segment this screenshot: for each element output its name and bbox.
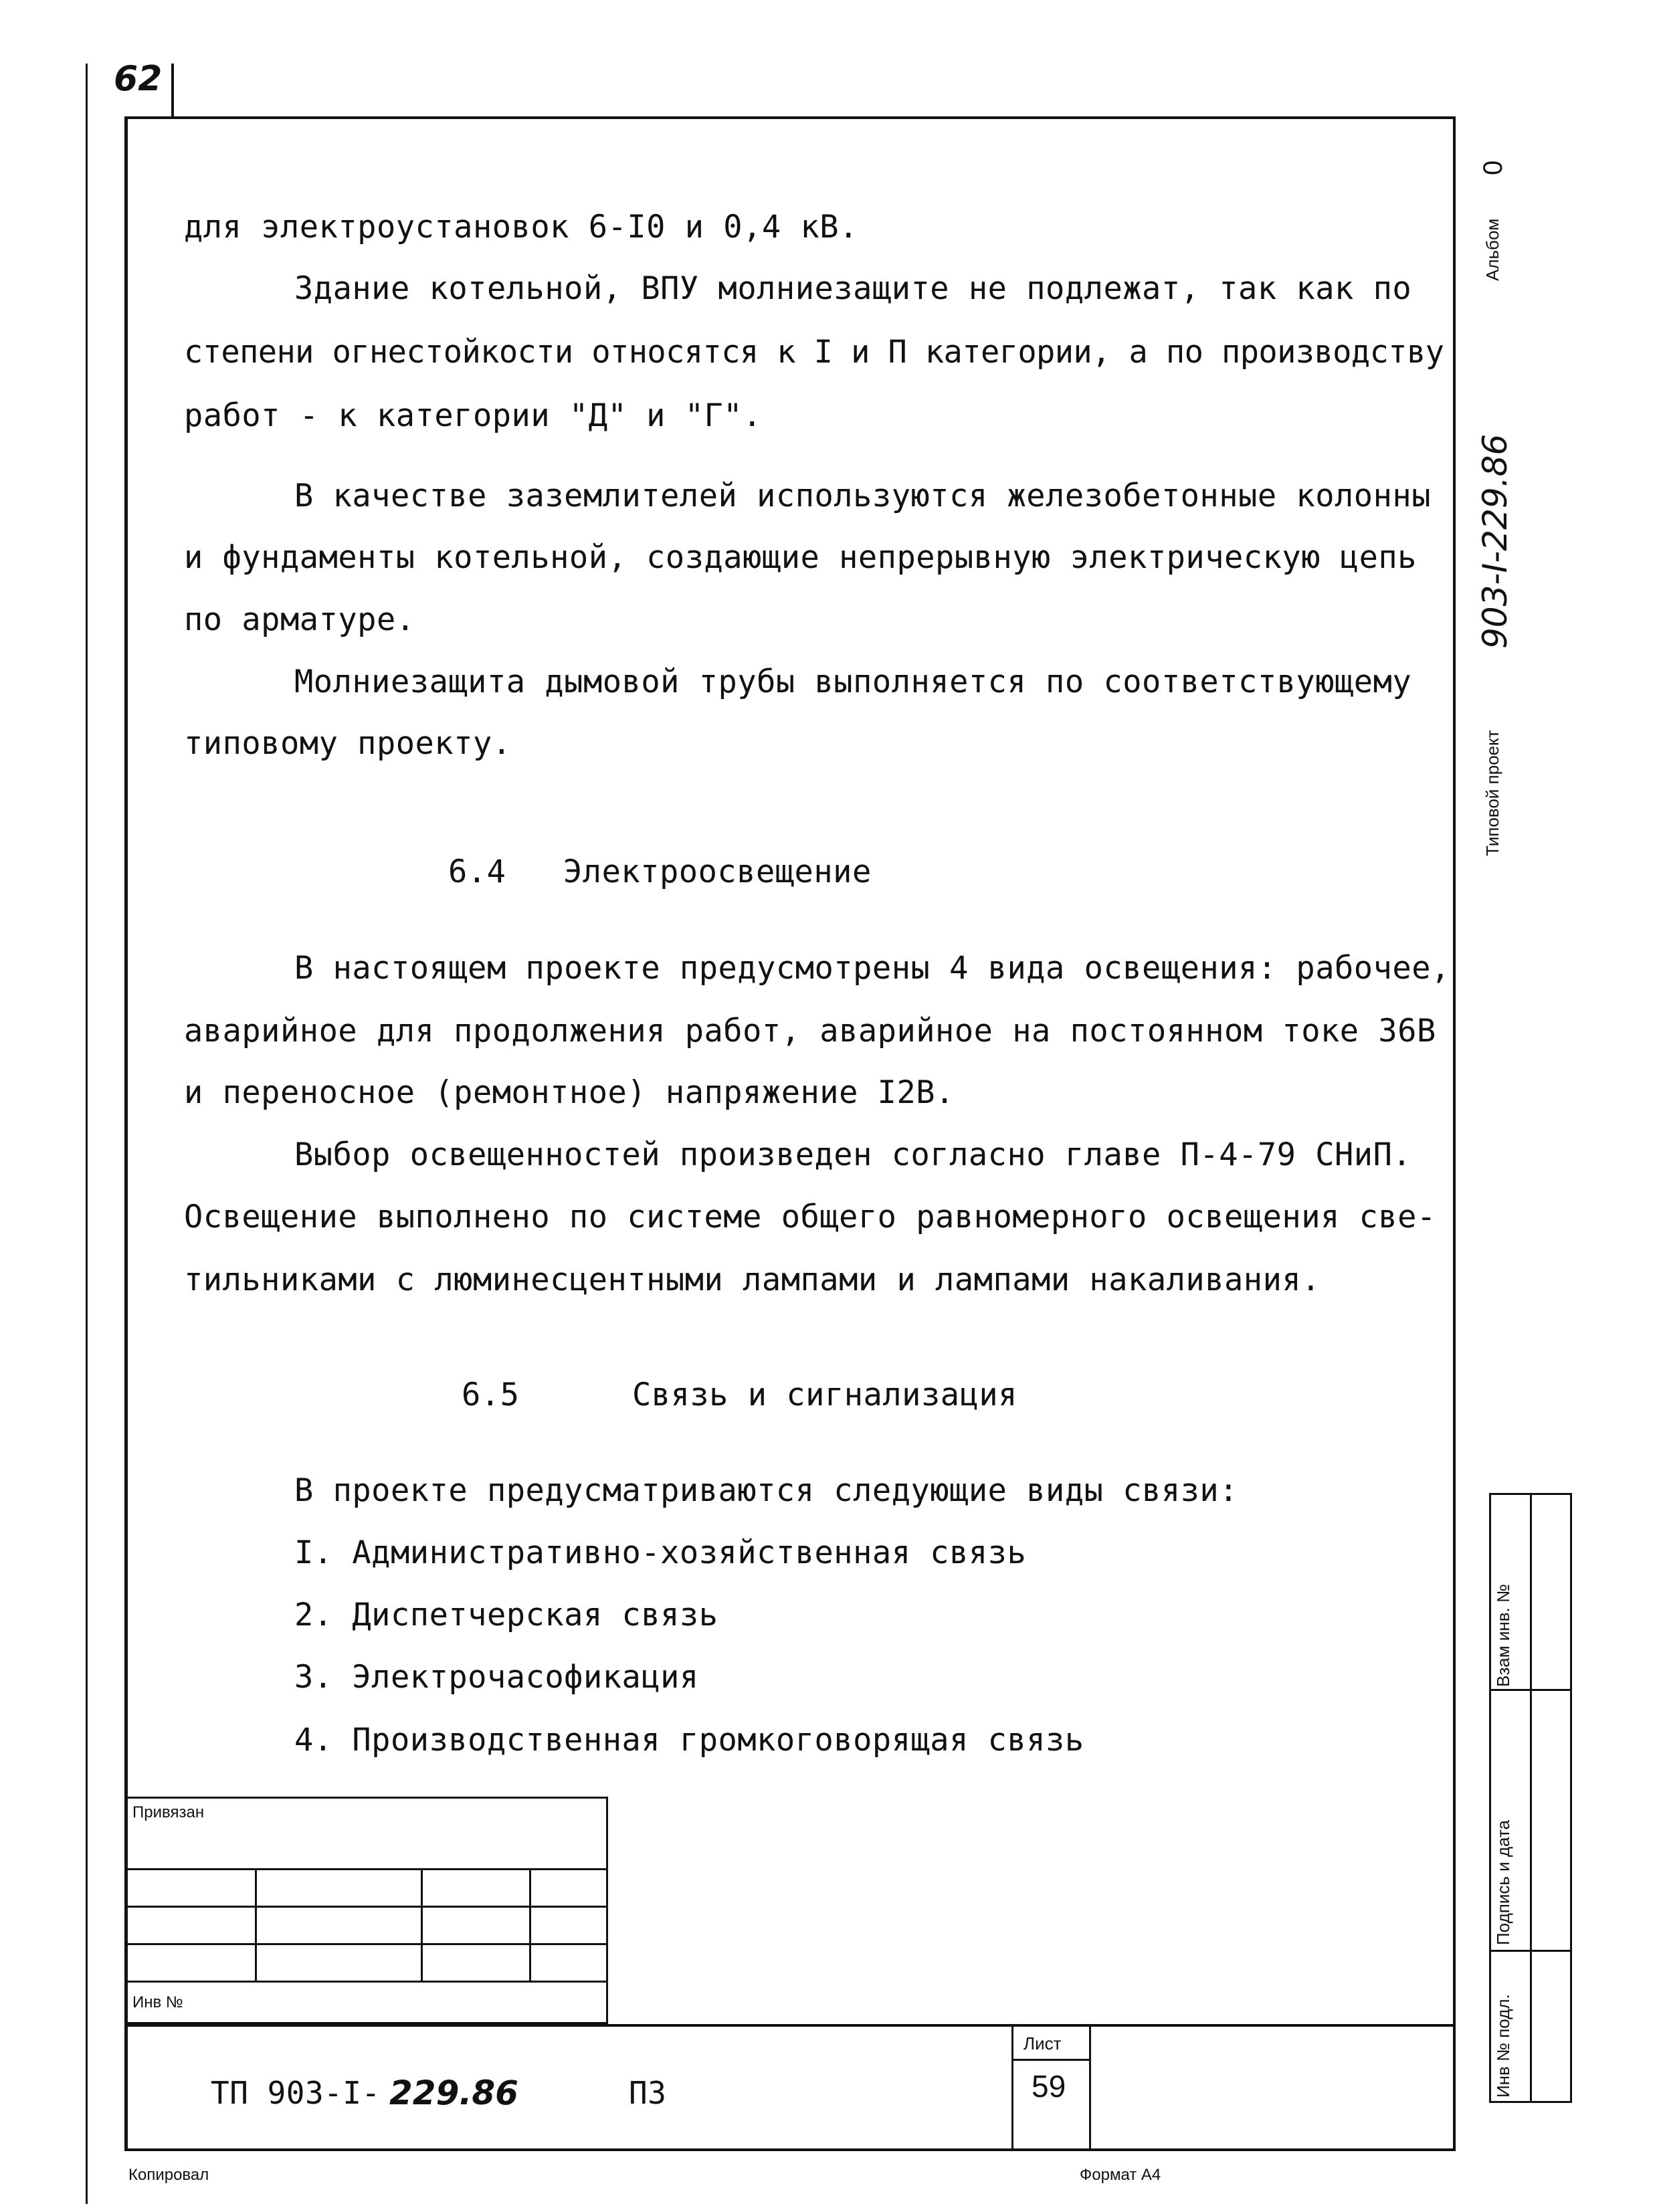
para-5-line-1: В настоящем проекте предусмотрены 4 вида освещения: рабочее,: [294, 950, 1450, 987]
title-doc-code: ПЗ: [629, 2075, 667, 2111]
sheet-number: 59: [1032, 2069, 1066, 2104]
page-number: 62: [114, 59, 163, 99]
copied-by-label: Копировал: [128, 2166, 209, 2184]
title-block-sheet-left: [1011, 2027, 1013, 2150]
album-label: Альбом: [1482, 218, 1502, 281]
para-2-line-2: степени огнестойкости относятся к I и П категории, а по производству: [184, 334, 1444, 371]
para-6-line-1: Выбор освещенностей произведен согласно главе П-4-79 СНиП.: [294, 1136, 1412, 1173]
para-4-line-2: типовому проекту.: [184, 725, 512, 762]
section-6-4-number: 6.4: [448, 853, 506, 890]
para-1: для электроустановок 6-I0 и 0,4 кВ.: [184, 209, 858, 245]
title-block-top: [124, 2024, 1456, 2027]
para-6-line-2: Освещение выполнено по системе общего равномерного освещения све-: [184, 1199, 1436, 1235]
binding-stamp: [128, 1797, 608, 2024]
title-code-suffix: 229.86: [389, 2074, 518, 2112]
list-item-2: 2. Диспетчерская связь: [294, 1597, 718, 1633]
para-3-line-3: по арматуре.: [184, 601, 415, 638]
title-block-sheet-divider: [1011, 2059, 1090, 2061]
project-code-side: 903-I-229.86: [1476, 433, 1515, 649]
list-item-3: 3. Электрочасофикация: [294, 1659, 699, 1696]
para-6-line-3: тильниками с люминесцентными лампами и лампами накаливания.: [184, 1262, 1321, 1298]
vzam-inv-label: Взам инв. №: [1493, 1584, 1513, 1687]
para-3-line-2: и фундаменты котельной, создающие непрерывную электрическую цепь: [184, 539, 1417, 576]
para-2-line-3: работ - к категории "Д" и "Г".: [184, 397, 762, 434]
section-6-5-title: Связь и сигнализация: [632, 1377, 1017, 1413]
para-5-line-3: и переносное (ремонтное) напряжение I2В.: [184, 1074, 955, 1111]
list-item-1: I. Административно-хозяйственная связь: [294, 1534, 1027, 1571]
podpis-data-label: Подпись и дата: [1493, 1819, 1513, 1945]
format-label: Формат А4: [1080, 2166, 1161, 2184]
frame-bottom: [124, 2148, 1456, 2151]
privyazan-label: Привязан: [132, 1803, 205, 1821]
page-number-tab-line: [171, 64, 174, 117]
left-cut-line: [86, 64, 88, 2204]
inv-no-label: Инв №: [132, 1993, 183, 2011]
section-6-5-number: 6.5: [462, 1377, 520, 1413]
sheet-label: Лист: [1023, 2033, 1062, 2053]
album-number: 0: [1478, 160, 1508, 175]
para-2-line-1: Здание котельной, ВПУ молниезащите не подлежат, так как по: [294, 270, 1412, 307]
para-4-line-1: Молниезащита дымовой трубы выполняется по соответствующему: [294, 664, 1412, 700]
section-6-4-title: Электроосвещение: [563, 853, 872, 890]
title-block-sheet-right: [1089, 2027, 1091, 2150]
para-7: В проекте предусматриваются следующие виды связи:: [294, 1472, 1239, 1509]
para-3-line-1: В качестве заземлителей используются железобетонные колонны: [294, 478, 1431, 514]
frame-top: [124, 116, 1456, 119]
inv-podl-label: Инв № подл.: [1493, 1994, 1513, 2098]
project-label: Типовой проект: [1482, 730, 1502, 856]
frame-right: [1453, 116, 1456, 2151]
title-code-prefix: ТП 903-I-: [211, 2075, 381, 2111]
para-5-line-2: аварийное для продолжения работ, аварийное на постоянном токе 36В: [184, 1013, 1436, 1049]
list-item-4: 4. Производственная громкоговорящая связь: [294, 1722, 1084, 1758]
